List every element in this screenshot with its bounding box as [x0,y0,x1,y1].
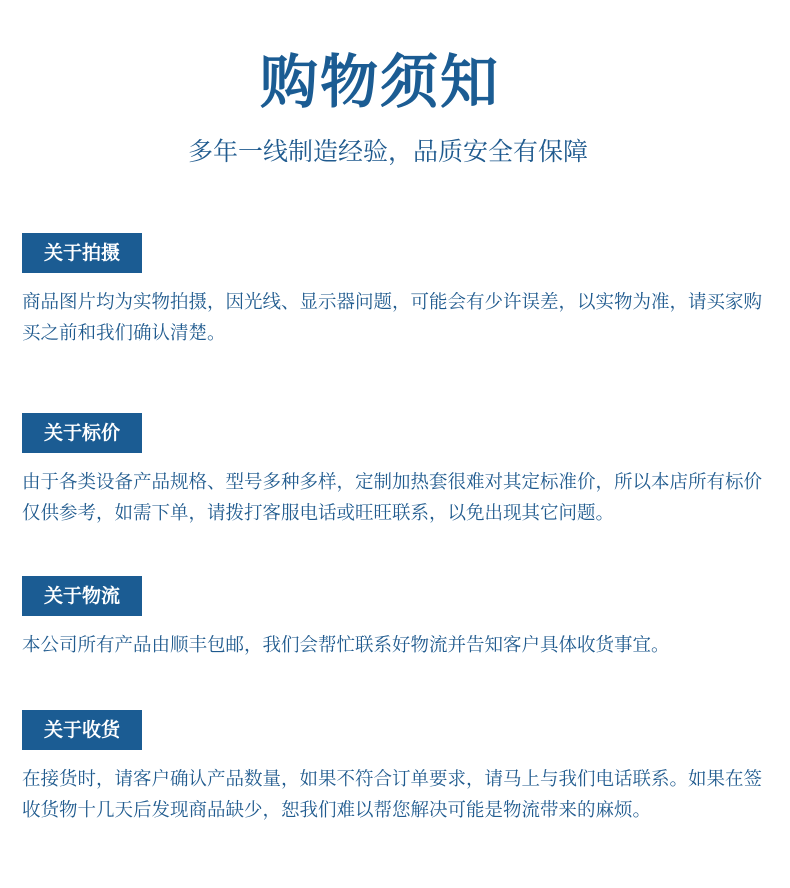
section-text-photography: 商品图片均为实物拍摄，因光线、显示器问题，可能会有少许误差，以实物为准，请买家购买之前和我们确认清楚。 [22,292,763,344]
section-tag-receiving: 关于收货 [22,710,142,750]
section-logistics [22,576,768,661]
page-subtitle: 多年一线制造经验，品质安全有保障 [187,137,588,166]
section-text-pricing: 由于各类设备产品规格、型号多种多样，定制加热套很难对其定标准价，所以本店所有标价仅供参考，如需下单，请拨打客服电话或旺旺联系，以免出现其它问题。 [22,472,763,524]
section-text-logistics: 本公司所有产品由顺丰包邮，我们会帮忙联系好物流并告知客户具体收货事宜。 [22,635,670,656]
section-text-receiving: 在接货时，请客户确认产品数量，如果不符合订单要求，请马上与我们电话联系。如果在签收货物十几天后发现商品缺少，恕我们难以帮您解决可能是物流带来的麻烦。 [22,769,763,821]
section-tag-logistics: 关于物流 [22,576,142,616]
section-photography [22,233,768,349]
section-tag-pricing: 关于标价 [22,413,142,453]
page-title: 购物须知 [259,48,500,116]
section-receiving [22,710,768,826]
section-pricing [22,413,768,529]
section-tag-photography: 关于拍摄 [22,233,142,273]
